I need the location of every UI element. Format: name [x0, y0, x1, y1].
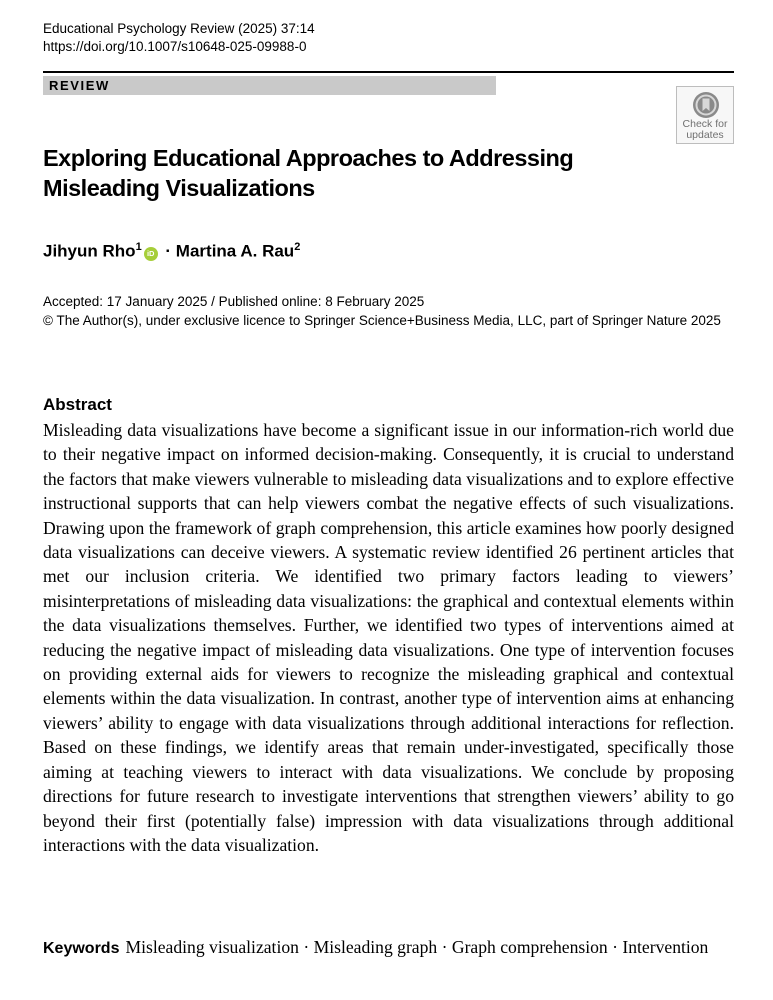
journal-citation: Educational Psychology Review (2025) 37:14	[43, 21, 315, 36]
bookmark-icon	[692, 91, 720, 119]
affiliation-marker[interactable]: 2	[294, 241, 301, 253]
author-separator: ·	[160, 241, 176, 261]
abstract-text: Misleading data visualizations have become a significant issue in our information-rich world due to their negative impact on informed decision-making. Consequently, it is crucial to understand the factors that make viewers vulnerable to misleading data visualizations and to explore effective instructional supports that can help viewers combat the negative effects of such visualizations. Drawing upon the framework of graph comprehension, this article examines how poorly designed data visualizations can deceive viewers. A systematic review identified 26 pertinent articles that met our inclusion criteria. We identified two primary factors leading to viewers’ misinterpretations of misleading data visualizations: the graphical and contextual elements within the data visualizations themselves. Further, we identified two types of interventions aimed at reducing the negative impact of misleading data visualizations. One type of intervention focuses on providing external aids for viewers to recognize the misleading graphical and contextual elements within the data visualization. In contrast, another type of intervention aims at enhancing viewers’ ability to engage with data visualizations through additional interactions for reflection. Based on these findings, we identify areas that remain under-investigated, specifically those aiming at teaching viewers to interact with data visualizations. We conclude by proposing directions for future research to investigate interventions that strengthen viewers’ ability to go beyond their first (potentially false) impression with data visualizations through additional interactions with the data visualization.	[43, 420, 734, 855]
abstract-heading: Abstract	[43, 395, 112, 414]
check-for-updates-label: Check for updates	[682, 118, 728, 141]
keywords-section	[43, 935, 734, 961]
publication-dates: Accepted: 17 January 2025 / Published online: 8 February 2025	[43, 294, 425, 309]
article-type-label: REVIEW	[49, 78, 110, 93]
article-title: Exploring Educational Approaches to Addressing Misleading Visualizations	[43, 145, 574, 201]
author-list	[43, 236, 300, 263]
publication-info	[43, 292, 733, 330]
author-name[interactable]: Jihyun Rho	[43, 241, 136, 261]
orcid-icon[interactable]: iD	[144, 247, 158, 261]
doi-link[interactable]: https://doi.org/10.1007/s10648-025-09988-0	[43, 39, 307, 54]
keywords-list: Misleading visualization · Misleading graph · Graph comprehension · Intervention	[125, 937, 709, 957]
affiliation-marker[interactable]: 1	[135, 241, 142, 253]
copyright-notice: © The Author(s), under exclusive licence to Springer Science+Business Media, LLC, part of Springer Nature 2025	[43, 313, 721, 328]
check-for-updates-badge[interactable]	[676, 86, 734, 144]
keywords-label: Keywords	[43, 940, 120, 957]
header-divider	[43, 71, 734, 73]
article-type-bar	[43, 76, 496, 95]
author-name[interactable]: Martina A. Rau	[175, 241, 295, 261]
